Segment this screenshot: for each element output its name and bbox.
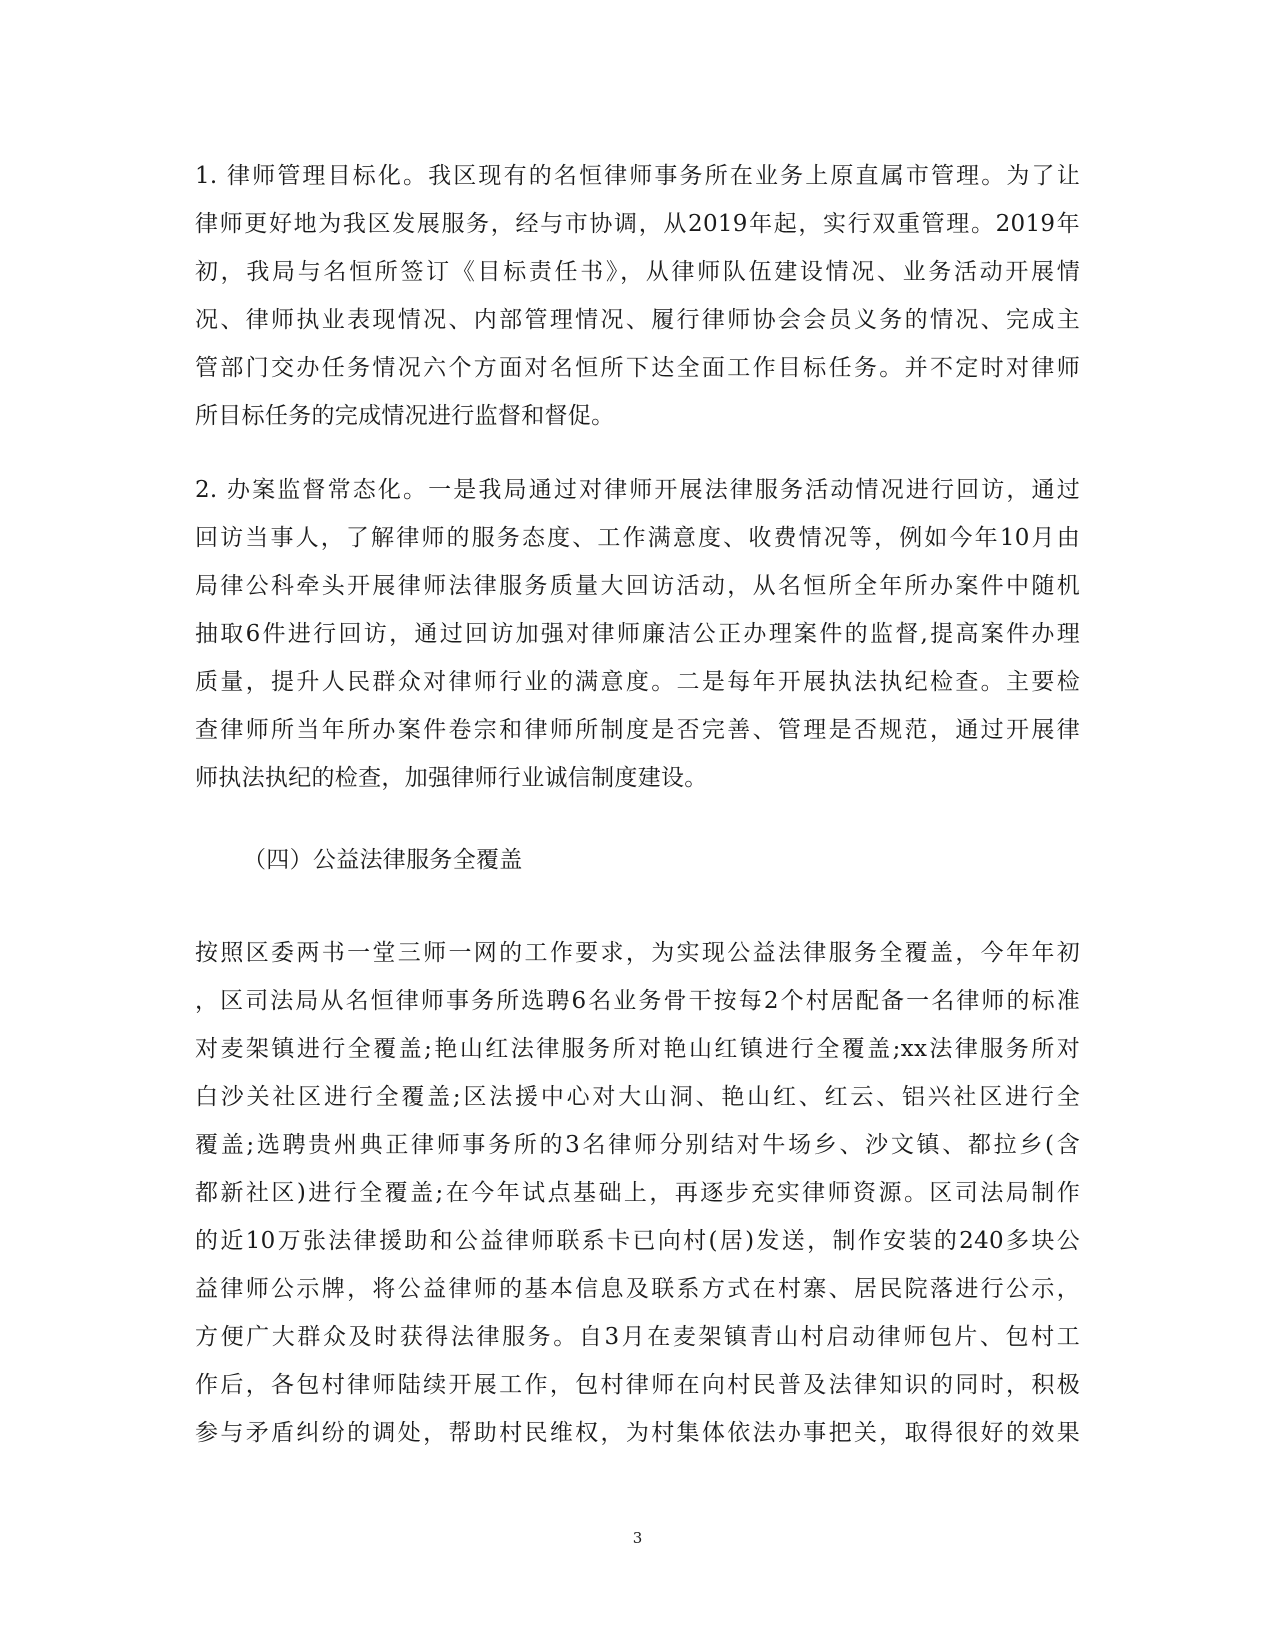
text-line: 参与矛盾纠纷的调处，帮助村民维权，为村集体依法办事把关，取得很好的效果: [195, 1420, 1080, 1446]
text-line: 的近10万张法律援助和公益律师联系卡已向村(居)发送，制作安装的240多块公: [195, 1228, 1080, 1254]
text-line: 局律公科牵头开展律师法律服务质量大回访活动，从名恒所全年所办案件中随机: [195, 573, 1080, 599]
section-heading: （四）公益法律服务全覆盖: [243, 847, 523, 873]
text-line: 质量，提升人民群众对律师行业的满意度。二是每年开展执法执纪检查。主要检: [195, 669, 1080, 695]
text-line: 方便广大群众及时获得法律服务。自3月在麦架镇青山村启动律师包片、包村工: [195, 1324, 1080, 1350]
text-line: 师执法执纪的检查，加强律师行业诚信制度建设。: [195, 765, 708, 791]
paragraph-lawyer-management: [195, 152, 1080, 440]
text-line: 初，我局与名恒所签订《目标责任书》，从律师队伍建设情况、业务活动开展情: [195, 259, 1080, 285]
text-line: 抽取6件进行回访，通过回访加强对律师廉洁公正办理案件的监督,提高案件办理: [195, 621, 1080, 647]
text-line: 作后，各包村律师陆续开展工作，包村律师在向村民普及法律知识的同时，积极: [195, 1372, 1080, 1398]
paragraph-public-legal-service: [195, 929, 1080, 1457]
text-line: ，区司法局从名恒律师事务所选聘6名业务骨干按每2个村居配备一名律师的标准: [195, 988, 1080, 1014]
text-line: 况、律师执业表现情况、内部管理情况、履行律师协会会员义务的情况、完成主: [195, 307, 1080, 333]
paragraph-case-supervision: [195, 466, 1080, 802]
text-line: 1. 律师管理目标化。我区现有的名恒律师事务所在业务上原直属市管理。为了让: [195, 163, 1080, 189]
text-line: 覆盖;选聘贵州典正律师事务所的3名律师分别结对牛场乡、沙文镇、都拉乡(含: [195, 1132, 1080, 1158]
text-line: 都新社区)进行全覆盖;在今年试点基础上，再逐步充实律师资源。区司法局制作: [195, 1180, 1080, 1206]
text-line: 按照区委两书一堂三师一网的工作要求，为实现公益法律服务全覆盖，今年年初: [195, 940, 1080, 966]
text-line: 对麦架镇进行全覆盖;艳山红法律服务所对艳山红镇进行全覆盖;xx法律服务所对: [195, 1036, 1080, 1062]
text-line: 白沙关社区进行全覆盖;区法援中心对大山洞、艳山红、红云、铝兴社区进行全: [195, 1084, 1080, 1110]
text-line: 2. 办案监督常态化。一是我局通过对律师开展法律服务活动情况进行回访，通过: [195, 477, 1080, 503]
page-number: 3: [632, 1529, 643, 1547]
text-line: 查律师所当年所办案件卷宗和律师所制度是否完善、管理是否规范，通过开展律: [195, 717, 1080, 743]
text-line: 回访当事人，了解律师的服务态度、工作满意度、收费情况等，例如今年10月由: [195, 525, 1080, 551]
text-line: 管部门交办任务情况六个方面对名恒所下达全面工作目标任务。并不定时对律师: [195, 355, 1080, 381]
text-line: 益律师公示牌，将公益律师的基本信息及联系方式在村寨、居民院落进行公示，: [195, 1276, 1080, 1302]
text-line: 律师更好地为我区发展服务，经与市协调，从2019年起，实行双重管理。2019年: [195, 211, 1080, 237]
text-line: 所目标任务的完成情况进行监督和督促。: [195, 403, 615, 429]
